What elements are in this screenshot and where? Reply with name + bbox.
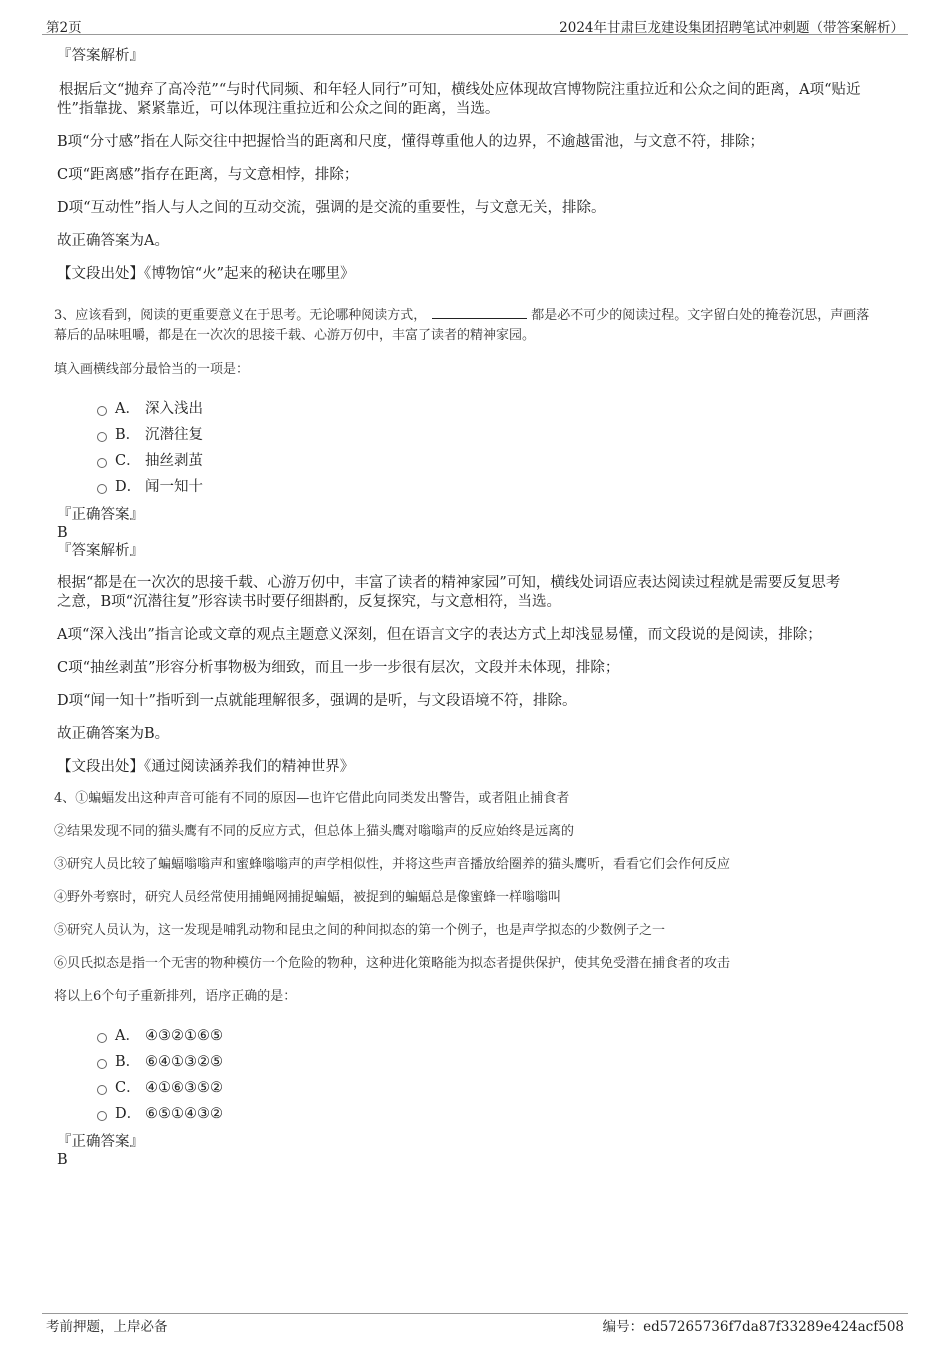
conclusion: 故正确答案为A。 bbox=[57, 233, 169, 249]
sentence-5: ⑤研究人员认为，这一发现是哺乳动物和昆虫之间的种间拟态的第一个例子，也是声学拟态的少数例子之一 bbox=[54, 923, 666, 938]
radio-icon[interactable] bbox=[97, 484, 107, 494]
option-a[interactable]: A． 深入浅出 bbox=[97, 396, 897, 422]
analysis-label: 『答案解析』 bbox=[57, 543, 144, 559]
conclusion: 故正确答案为B。 bbox=[57, 726, 170, 742]
analysis-paragraph: A项“深入浅出”指言论或文章的观点主题意义深刻，但在语言文字的表达方式上却浅显易懂，而文段说的是阅读，排除； bbox=[57, 627, 822, 643]
page-number: 第2页 bbox=[46, 20, 82, 36]
radio-icon[interactable] bbox=[97, 1059, 107, 1069]
sentence-6: ⑥贝氏拟态是指一个无害的物种模仿一个危险的物种，这种进化策略能为拟态者提供保护，使其免受潜在捕食者的攻击 bbox=[54, 956, 731, 971]
source: 【文段出处】《通过阅读涵养我们的精神世界》 bbox=[57, 759, 355, 775]
radio-icon[interactable] bbox=[97, 1085, 107, 1095]
option-b[interactable]: B． ⑥④①③②⑤ bbox=[97, 1049, 897, 1075]
analysis-label: 『答案解析』 bbox=[57, 48, 144, 64]
document-content bbox=[54, 47, 897, 1169]
answer-label: 『正确答案』 bbox=[57, 507, 144, 523]
radio-icon[interactable] bbox=[97, 1111, 107, 1121]
option-d[interactable]: D． 闻一知十 bbox=[97, 474, 897, 500]
document-title: 2024年甘肃巨龙建设集团招聘笔试冲刺题（带答案解析） bbox=[559, 20, 904, 36]
sentence-3: ③研究人员比较了蝙蝠嗡嗡声和蜜蜂嗡嗡声的声学相似性，并将这些声音播放给圈养的猫头鹰听，看看它们会作何反应 bbox=[54, 857, 731, 872]
question-stem: 幕后的品味咀嚼，都是在一次次的思接千载、心游万仞中，丰富了读者的精神家园。 bbox=[54, 328, 536, 343]
option-c[interactable]: C． 抽丝剥茧 bbox=[97, 448, 897, 474]
fill-blank bbox=[432, 306, 527, 319]
document-code: 编号：ed57265736f7da87f33289e424acf508 bbox=[602, 1319, 904, 1335]
answer-value: B bbox=[57, 1152, 68, 1168]
radio-icon[interactable] bbox=[97, 1033, 107, 1043]
answer-value: B bbox=[57, 525, 68, 541]
radio-icon[interactable] bbox=[97, 458, 107, 468]
analysis-paragraph: 根据“都是在一次次的思接千载、心游万仞中，丰富了读者的精神家园”可知，横线处词语应表达阅读过程就是需要反复思考 bbox=[57, 575, 841, 591]
page-header bbox=[42, 14, 908, 35]
option-c[interactable]: C． ④①⑥③⑤② bbox=[97, 1075, 897, 1101]
footer-slogan: 考前押题，上岸必备 bbox=[46, 1319, 168, 1335]
radio-icon[interactable] bbox=[97, 406, 107, 416]
option-b[interactable]: B． 沉潜往复 bbox=[97, 422, 897, 448]
analysis-paragraph: C项“抽丝剥茧”形容分析事物极为细致，而且一步一步很有层次，文段并未体现，排除； bbox=[57, 660, 620, 676]
analysis-paragraph: D项“闻一知十”指听到一点就能理解很多，强调的是听，与文段语境不符，排除。 bbox=[57, 693, 577, 709]
answer-label: 『正确答案』 bbox=[57, 1134, 144, 1150]
sentence-1: 4、①蝙蝠发出这种声音可能有不同的原因—也许它借此向同类发出警告，或者阻止捕食者 bbox=[54, 791, 570, 806]
sentence-4: ④野外考察时，研究人员经常使用捕蝇网捕捉蝙蝠，被捉到的蝙蝠总是像蜜蜂一样嗡嗡叫 bbox=[54, 890, 562, 905]
question-prompt: 填入画横线部分最恰当的一项是： bbox=[54, 362, 250, 377]
analysis-paragraph: C项“距离感”指存在距离，与文意相悖，排除； bbox=[57, 167, 359, 183]
analysis-paragraph: 之意，B项“沉潜往复”形容读书时要仔细斟酌，反复探究，与文意相符，当选。 bbox=[57, 594, 561, 610]
question-stem: 3、应该看到，阅读的更重要意义在于思考。无论哪种阅读方式， 都是必不可少的阅读过程。文字留白处的掩卷沉思，声画落 bbox=[54, 308, 870, 323]
option-a[interactable]: A． ④③②①⑥⑤ bbox=[97, 1023, 897, 1049]
question-prompt: 将以上6个句子重新排列，语序正确的是： bbox=[54, 989, 297, 1004]
analysis-paragraph: 性”指靠拢、紧紧靠近，可以体现注重拉近和公众之间的距离，当选。 bbox=[57, 101, 500, 117]
source: 【文段出处】《博物馆“火”起来的秘诀在哪里》 bbox=[57, 266, 355, 282]
radio-icon[interactable] bbox=[97, 432, 107, 442]
analysis-paragraph: B项“分寸感”指在人际交往中把握恰当的距离和尺度，懂得尊重他人的边界，不逾越雷池，与文意不符，排除； bbox=[57, 134, 764, 150]
option-d[interactable]: D． ⑥⑤①④③② bbox=[97, 1101, 897, 1127]
analysis-paragraph: D项“互动性”指人与人之间的互动交流，强调的是交流的重要性，与文意无关，排除。 bbox=[57, 200, 606, 216]
page-footer bbox=[42, 1313, 908, 1338]
analysis-paragraph: 根据后文“抛弃了高冷范”“与时代同频、和年轻人同行”可知，横线处应体现故宫博物院注重拉近和公众之间的距离，A项“贴近 bbox=[59, 82, 861, 98]
sentence-2: ②结果发现不同的猫头鹰有不同的反应方式，但总体上猫头鹰对嗡嗡声的反应始终是远离的 bbox=[54, 824, 575, 839]
